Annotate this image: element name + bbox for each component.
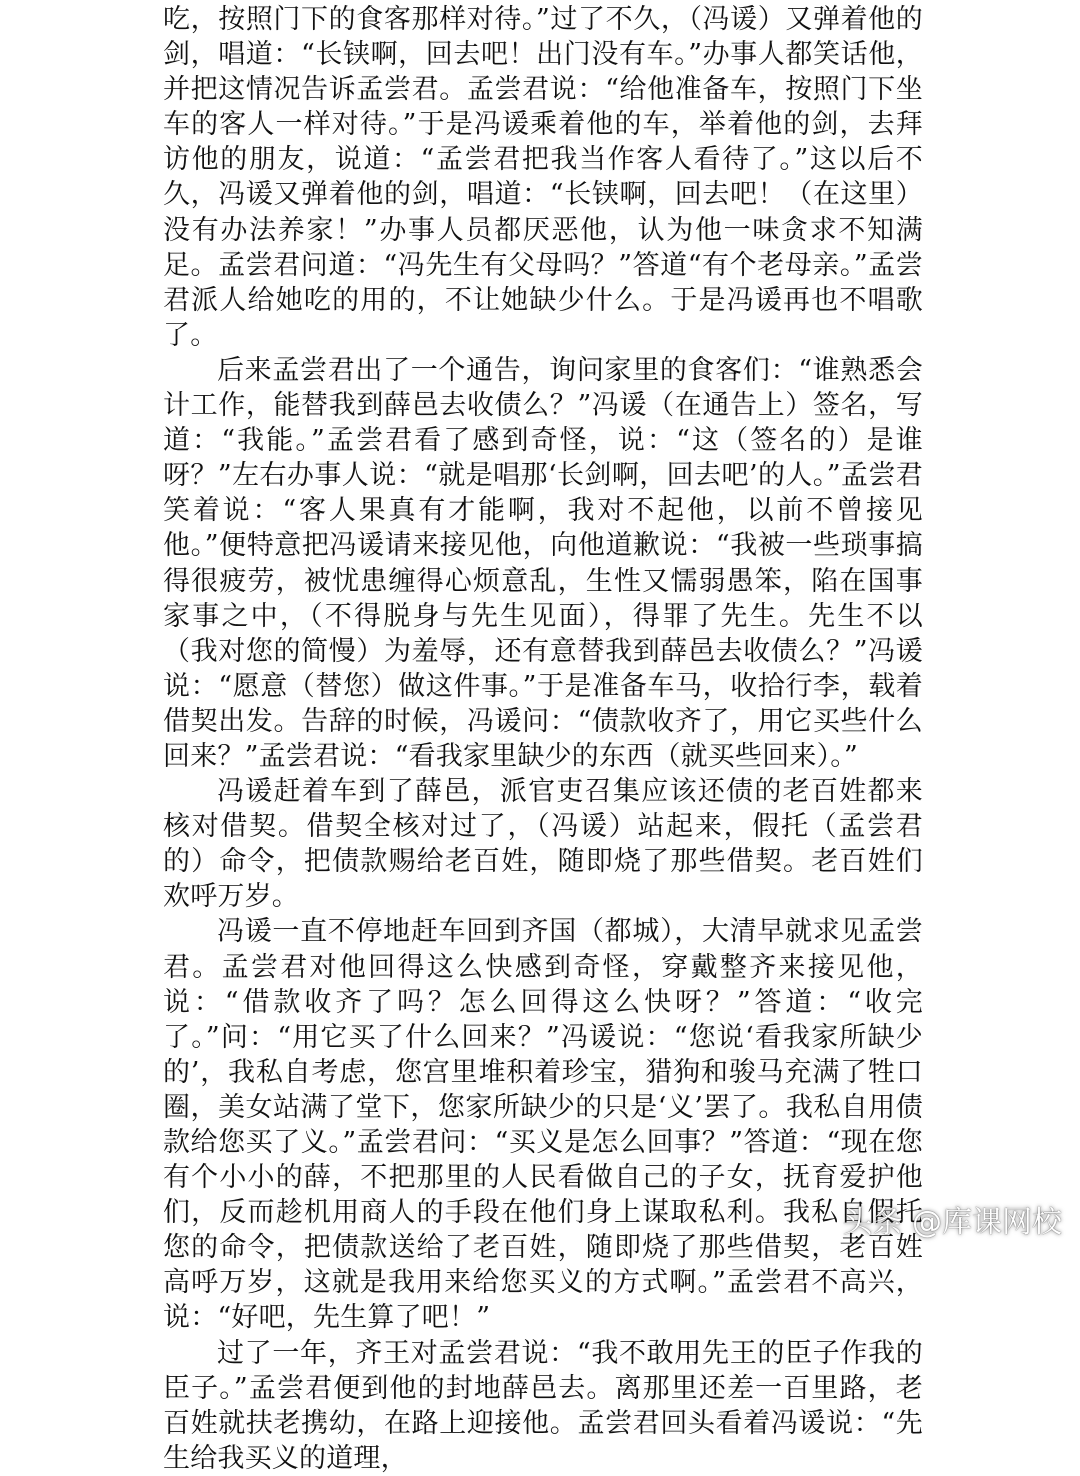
paragraph-4: 冯谖一直不停地赶车回到齐国（都城），大清早就求见孟尝君。孟尝君对他回得这么快感到奇怪，穿戴整齐来接见他，说：“借款收齐了吗？怎么回得这么快呀？”答道：“收完了。”问：“用它买了什么回来？”冯谖说：“您说‘看我家所缺少的’，我私自考虑，您宫里堆积着珍宝，猎狗和骏马充满了牲口圈，美女站满了堂下，您家所缺少的只是‘义’罢了。我私自用债款给您买了义。”孟尝君问：“买义是怎么回事？”答道：“现在您有个小小的薛，不把那里的人民看做自己的子女，抚育爱护他们，反而趁机用商人的手段在他们身上谋取私利。我私自假托您的命令，把债款送给了老百姓，随即烧了那些借契，老百姓高呼万岁，这就是我用来给您买义的方式啊。”孟尝君不高兴，说：“好吧，先生算了吧！” xyxy=(163,916,923,1334)
document-page xyxy=(163,2,923,1476)
paragraph-5: 过了一年，齐王对孟尝君说：“我不敢用先王的臣子作我的臣子。”孟尝君便到他的封地薛邑去。离那里还差一百里路，老百姓就扶老携幼，在路上迎接他。孟尝君回头看着冯谖说：“先生给我买义的道理， xyxy=(163,1337,923,1474)
watermark-text: 头条 @库课网校 xyxy=(842,1205,1062,1240)
paragraph-3: 冯谖赶着车到了薛邑，派官吏召集应该还债的老百姓都来核对借契。借契全核对过了，（冯谖）站起来，假托（孟尝君的）命令，把债款赐给老百姓，随即烧了那些借契。老百姓们欢呼万岁。 xyxy=(163,776,923,913)
paragraph-1: 吃，按照门下的食客那样对待。”过了不久，（冯谖）又弹着他的剑，唱道：“长铗啊，回去吧！出门没有车。”办事人都笑话他，并把这情况告诉孟尝君。孟尝君说：“给他准备车，按照门下坐车的客人一样对待。”于是冯谖乘着他的车，举着他的剑，去拜访他的朋友，说道：“孟尝君把我当作客人看待了。”这以后不久，冯谖又弹着他的剑，唱道：“长铗啊，回去吧！（在这里）没有办法养家！”办事人员都厌恶他，认为他一味贪求不知满足。孟尝君问道：“冯先生有父母吗？”答道“有个老母亲。”孟尝君派人给她吃的用的，不让她缺少什么。于是冯谖再也不唱歌了。 xyxy=(163,4,923,351)
watermark xyxy=(842,1197,1062,1241)
paragraph-2: 后来孟尝君出了一个通告，询问家里的食客们：“谁熟悉会计工作，能替我到薛邑去收债么？”冯谖（在通告上）签名，写道：“我能。”孟尝君看了感到奇怪，说：“这（签名的）是谁呀？”左右办事人说：“就是唱那‘长剑啊，回去吧’的人。”孟尝君笑着说：“客人果真有才能啊，我对不起他，以前不曾接见他。”便特意把冯谖请来接见他，向他道歉说：“我被一些琐事搞得很疲劳，被忧患缠得心烦意乱，生性又懦弱愚笨，陷在国事家事之中，（不得脱身与先生见面），得罪了先生。先生不以（我对您的简慢）为羞辱，还有意替我到薛邑去收债么？”冯谖说：“愿意（替您）做这件事。”于是准备车马，收拾行李，载着借契出发。告辞的时候，冯谖问：“债款收齐了，用它买些什么回来？”孟尝君说：“看我家里缺少的东西（就买些回来）。” xyxy=(163,354,923,772)
